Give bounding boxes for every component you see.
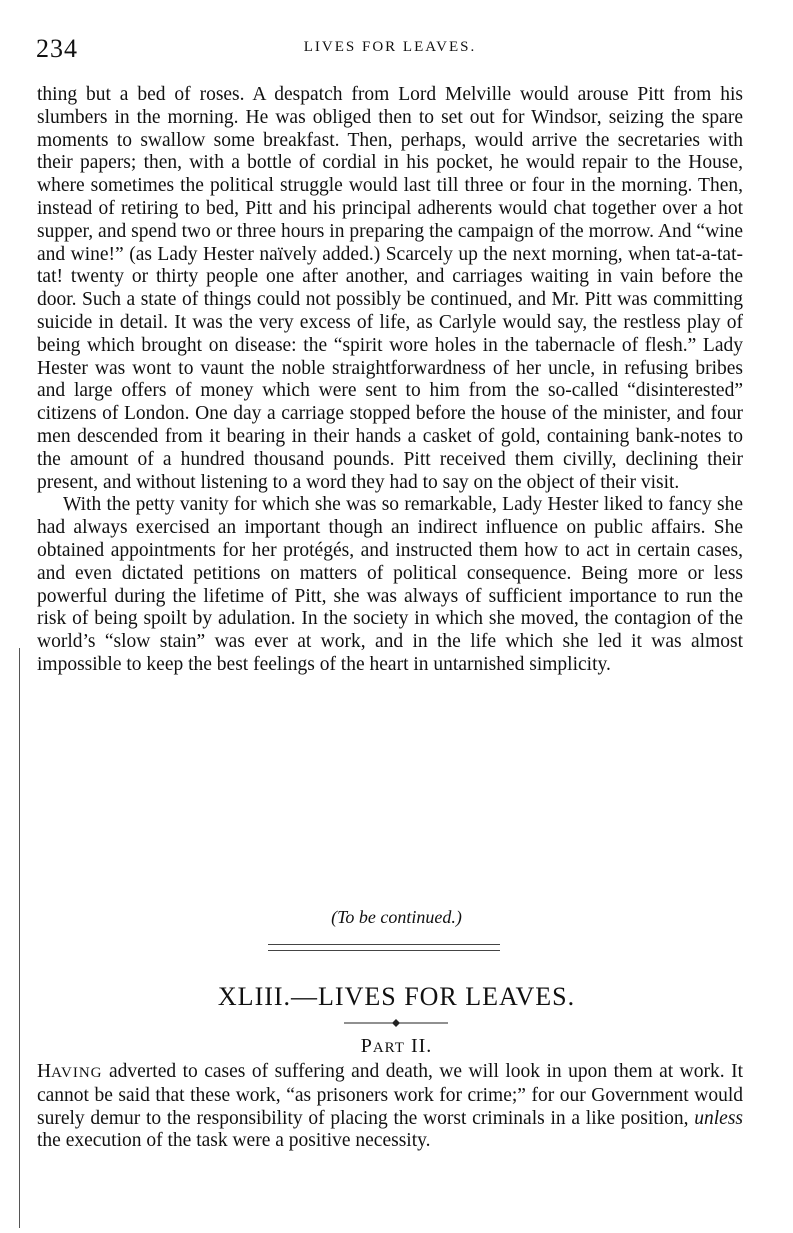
section-text-before-italic: adverted to cases of suffering and death, we will look in upon them at work. It cannot be said that these work, “as prisoners work for crime;” for our Government would surely demur to the responsibility of placing the worst criminals in a like position, [37, 1061, 743, 1129]
page-number: 234 [36, 34, 78, 63]
section-heading: XLIII.—LIVES FOR LEAVES. [217, 982, 576, 1011]
paragraph-2: With the petty vanity for which she was so remarkable, Lady Hester liked to fancy she had always exercised an important though an indirect influence on public affairs. She obtained appointments for her protégés, and instructed them how to act in certain cases, and even dictated petitions on matters of political consequence. Being more or less powerful during the lifetime of Pitt, she was always of sufficient importance to run the risk of being spoilt by adulation. In the society in which she moved, the contagion of the world’s “slow stain” was ever at work, and in the life which she led it was almost impossible to keep the best feelings of the heart in untarnished simplicity. [37, 494, 743, 675]
opening-word-initial: H [37, 1061, 52, 1082]
opening-word-rest: AVING [51, 1065, 103, 1081]
part-word [361, 1035, 405, 1057]
section-divider-rule [268, 944, 500, 951]
part-number: II. [410, 1035, 433, 1057]
diamond-rule-ornament [344, 1018, 448, 1028]
italic-word-unless: unless [694, 1107, 743, 1129]
part-label [0, 1035, 793, 1058]
chapter-continuation-text [37, 84, 743, 677]
section-opening-text [37, 1061, 743, 1153]
page-header [36, 34, 744, 64]
section-text-after-italic: the execution of the task were a positive necessity. [37, 1130, 431, 1152]
part-word-initial: P [360, 1035, 373, 1057]
part-word-rest: ART [372, 1040, 405, 1056]
paragraph-1: thing but a bed of roses. A despatch from Lord Melville would arouse Pitt from his slumbers in the morning. He was obliged then to set out for Windsor, seizing the spare moments to swallow some breakfast. Then, perhaps, would arrive the secretaries with their papers; then, with a bottle of cordial in his pocket, he would repair to the House, where sometimes the political struggle would last till three or four in the morning. Then, instead of retiring to bed, Pitt and his principal adherents would chat together over a hot supper, and spend two or three hours in preparing the campaign of the morrow. And “wine and wine!” (as Lady Hester naïvely added.) Scarcely up the next morning, when tat-a-tat-tat! twenty or thirty people one after another, and carriages waiting in vain before the door. Such a state of things could not possibly be continued, and Mr. Pitt was committing suicide in detail. It was the very excess of life, as Carlyle would say, the restless play of being which brought on disease: the “spirit wore holes in the tabernacle of flesh.” Lady Hester was wont to vaunt the noble straightforwardness of her uncle, in refusing bribes and large offers of money which were sent to him from the so-called “disinterested” citizens of London. One day a carriage stopped before the house of the minister, and four men descended from it bearing in their hands a casket of gold, containing bank-notes to the amount of a hundred thousand pounds. Pitt received them civilly, declining their present, and without listening to a word they had to say on the object of their visit. [37, 84, 743, 493]
running-title: LIVES FOR LEAVES. [303, 39, 477, 55]
to-be-continued-text: (To be continued.) [331, 907, 462, 927]
left-margin-rule [19, 648, 20, 1228]
section-paragraph-1 [37, 1061, 743, 1153]
opening-word [37, 1061, 103, 1082]
to-be-continued-note [0, 907, 793, 928]
